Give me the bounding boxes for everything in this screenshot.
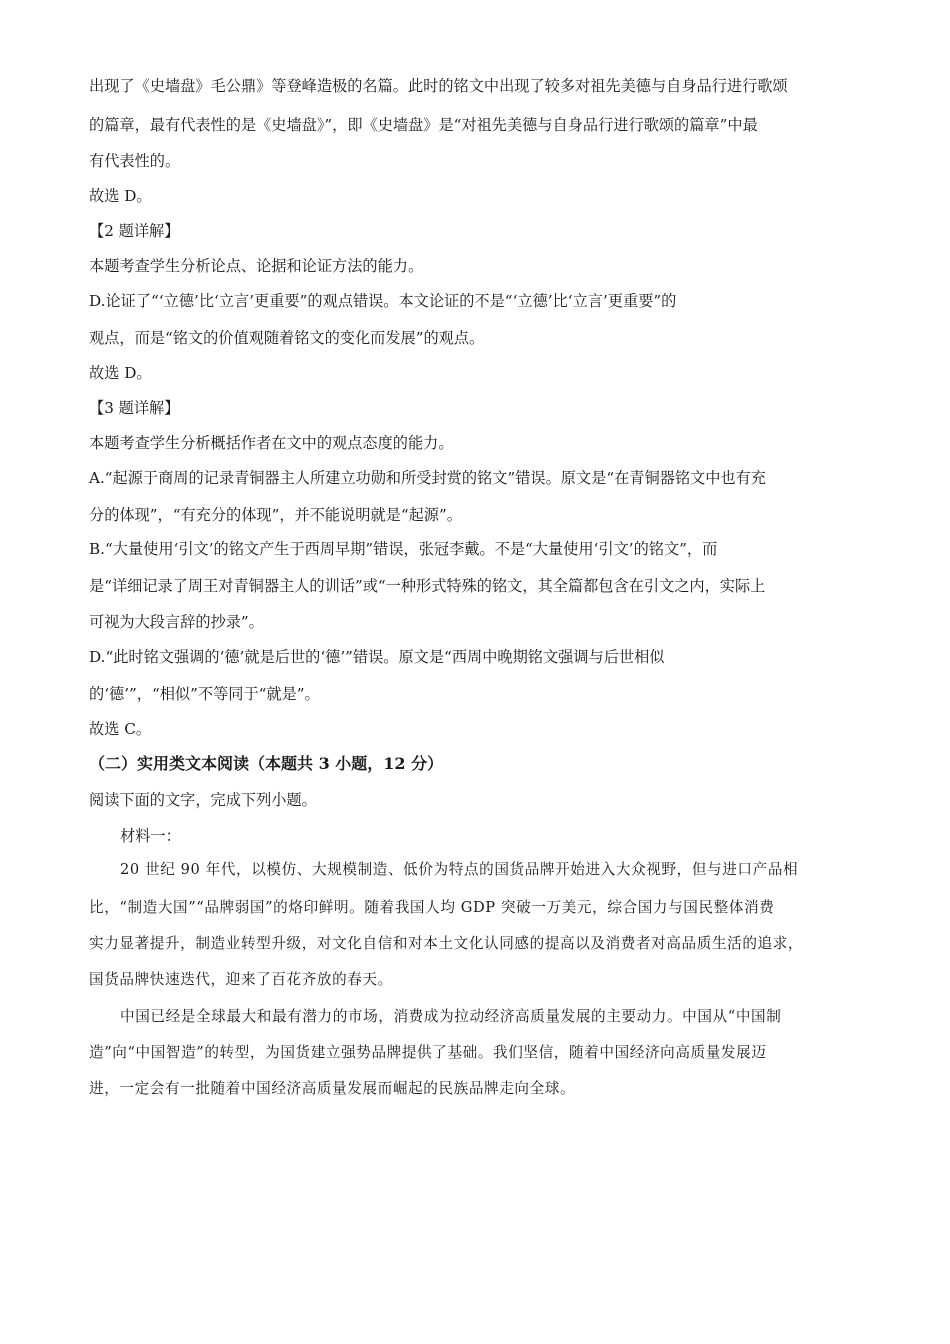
section-heading: 【3 题详解】 (89, 399, 180, 417)
material-paragraph-line: 国货品牌快速迭代，迎来了百花齐放的春天。 (89, 971, 393, 988)
material-paragraph-line: 20 世纪 90 年代，以模仿、大规模制造、低价为特点的国货品牌开始进入大众视野，但与进口产品相 (120, 861, 799, 878)
material-label: 材料一： (120, 827, 181, 845)
paragraph-line: 出现了《史墙盘》毛公鼎》等登峰造极的名篇。此时的铭文中出现了较多对祖先美德与自身品行进行歌颂 (89, 77, 788, 95)
paragraph-line: 本题考查学生分析论点、论据和论证方法的能力。 (89, 257, 424, 275)
paragraph-line: D.论证了“‘立德’比‘立言’更重要”的观点错误。本文论证的不是“‘立德’比‘立言’更重要”的 (89, 292, 677, 310)
paragraph-line: B.“大量使用‘引文’的铭文产生于西周早期”错误，张冠李戴。不是“大量使用‘引文’的铭文”，而 (89, 540, 718, 558)
material-paragraph-line: 造”向“中国智造”的转型，为国货建立强势品牌提供了基础。我们坚信，随着中国经济向高质量发展迈 (89, 1044, 767, 1061)
paragraph-line: 的篇章，最有代表性的是《史墙盘》”，即《史墙盘》是“对祖先美德与自身品行进行歌颂的篇章”中最 (89, 116, 758, 134)
part-heading: （二）实用类文本阅读（本题共 3 小题，12 分） (89, 754, 444, 773)
answer-line: 故选 D。 (89, 187, 152, 205)
paragraph-line: D.“此时铭文强调的‘德’就是后世的‘德’”错误。原文是“西周中晚期铭文强调与后世相似 (89, 648, 665, 666)
paragraph-line: 可视为大段言辞的抄录”。 (89, 613, 264, 631)
section-heading: 【2 题详解】 (89, 222, 180, 240)
answer-line: 故选 C。 (89, 720, 152, 738)
material-paragraph-line: 进，一定会有一批随着中国经济高质量发展而崛起的民族品牌走向全球。 (89, 1080, 576, 1097)
material-paragraph-line: 实力显著提升，制造业转型升级，对文化自信和对本土文化认同感的提高以及消费者对高品质生活的追求， (89, 935, 804, 952)
answer-line: 故选 D。 (89, 364, 152, 382)
paragraph-line: 是“详细记录了周王对青铜器主人的训话”或“一种形式特殊的铭文，其全篇都包含在引文之内，实际上 (89, 577, 766, 595)
paragraph-line: 的‘德’”，“相似”不等同于“就是”。 (89, 685, 320, 703)
paragraph-line: 观点，而是“铭文的价值观随着铭文的变化而发展”的观点。 (89, 329, 485, 347)
paragraph-line: 有代表性的。 (89, 152, 181, 170)
paragraph-line: 分的体现”，“有充分的体现”，并不能说明就是“起源”。 (89, 506, 462, 524)
paragraph-line: A.“起源于商周的记录青铜器主人所建立功勋和所受封赏的铭文”错误。原文是“在青铜器铭文中也有充 (89, 469, 766, 487)
instruction-line: 阅读下面的文字，完成下列小题。 (89, 791, 317, 809)
material-paragraph-line: 中国已经是全球最大和最有潜力的市场，消费成为拉动经济高质量发展的主要动力。中国从“中国制 (120, 1008, 782, 1025)
paragraph-line: 本题考查学生分析概括作者在文中的观点态度的能力。 (89, 434, 454, 452)
material-paragraph-line: 比，“制造大国”“品牌弱国”的烙印鲜明。随着我国人均 GDP 突破一万美元，综合国力与国民整体消费 (89, 899, 775, 916)
